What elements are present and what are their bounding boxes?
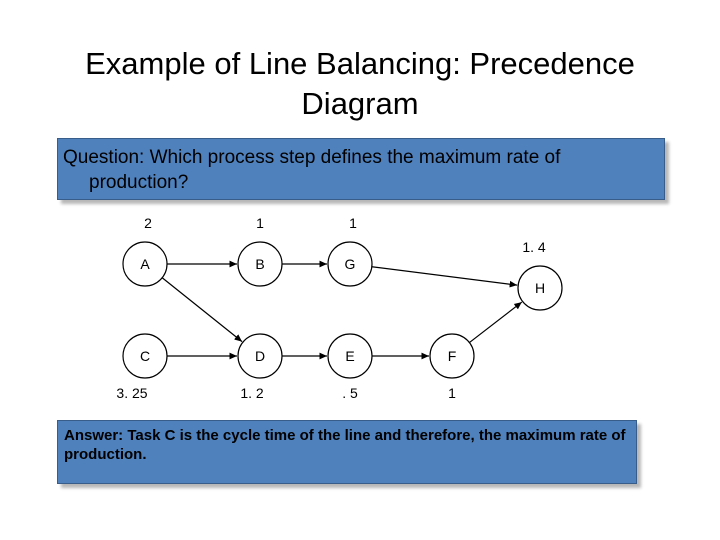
- task-time-g: 1: [349, 215, 357, 231]
- task-node-g: [328, 242, 372, 286]
- task-label-e: E: [345, 348, 355, 364]
- task-node-b: [238, 242, 282, 286]
- task-node-a: [123, 242, 167, 286]
- task-label-d: D: [254, 348, 266, 364]
- task-label-b: B: [255, 256, 265, 272]
- task-time-c: 3. 25: [116, 385, 148, 401]
- task-time-e: . 5: [342, 385, 358, 401]
- edge-f-h: [469, 302, 521, 342]
- task-time-d: 1. 2: [240, 385, 264, 401]
- task-label-c: C: [139, 348, 151, 364]
- task-node-d: [238, 334, 282, 378]
- answer-box: Answer: Task C is the cycle time of the line and therefore, the maximum rate of production.: [57, 420, 637, 484]
- title-line-2: Diagram: [301, 86, 419, 121]
- task-time-b: 1: [256, 215, 264, 231]
- edge-g-h: [372, 267, 517, 285]
- task-label-g: G: [344, 256, 356, 272]
- task-node-f: [430, 334, 474, 378]
- question-line-1: Question: Which process step defines the maximum rate of: [63, 147, 561, 168]
- title-line-1: Example of Line Balancing: Precedence: [85, 46, 635, 81]
- task-node-c: [123, 334, 167, 378]
- task-node-e: [328, 334, 372, 378]
- task-time-f: 1: [448, 385, 456, 401]
- edge-a-d: [162, 278, 242, 342]
- task-time-a: 2: [144, 215, 152, 231]
- task-time-h: 1. 4: [522, 239, 546, 255]
- task-label-a: A: [140, 256, 150, 272]
- task-label-h: H: [534, 280, 546, 296]
- task-label-f: F: [447, 348, 457, 364]
- task-node-h: [518, 266, 562, 310]
- question-line-2: production?: [89, 172, 189, 193]
